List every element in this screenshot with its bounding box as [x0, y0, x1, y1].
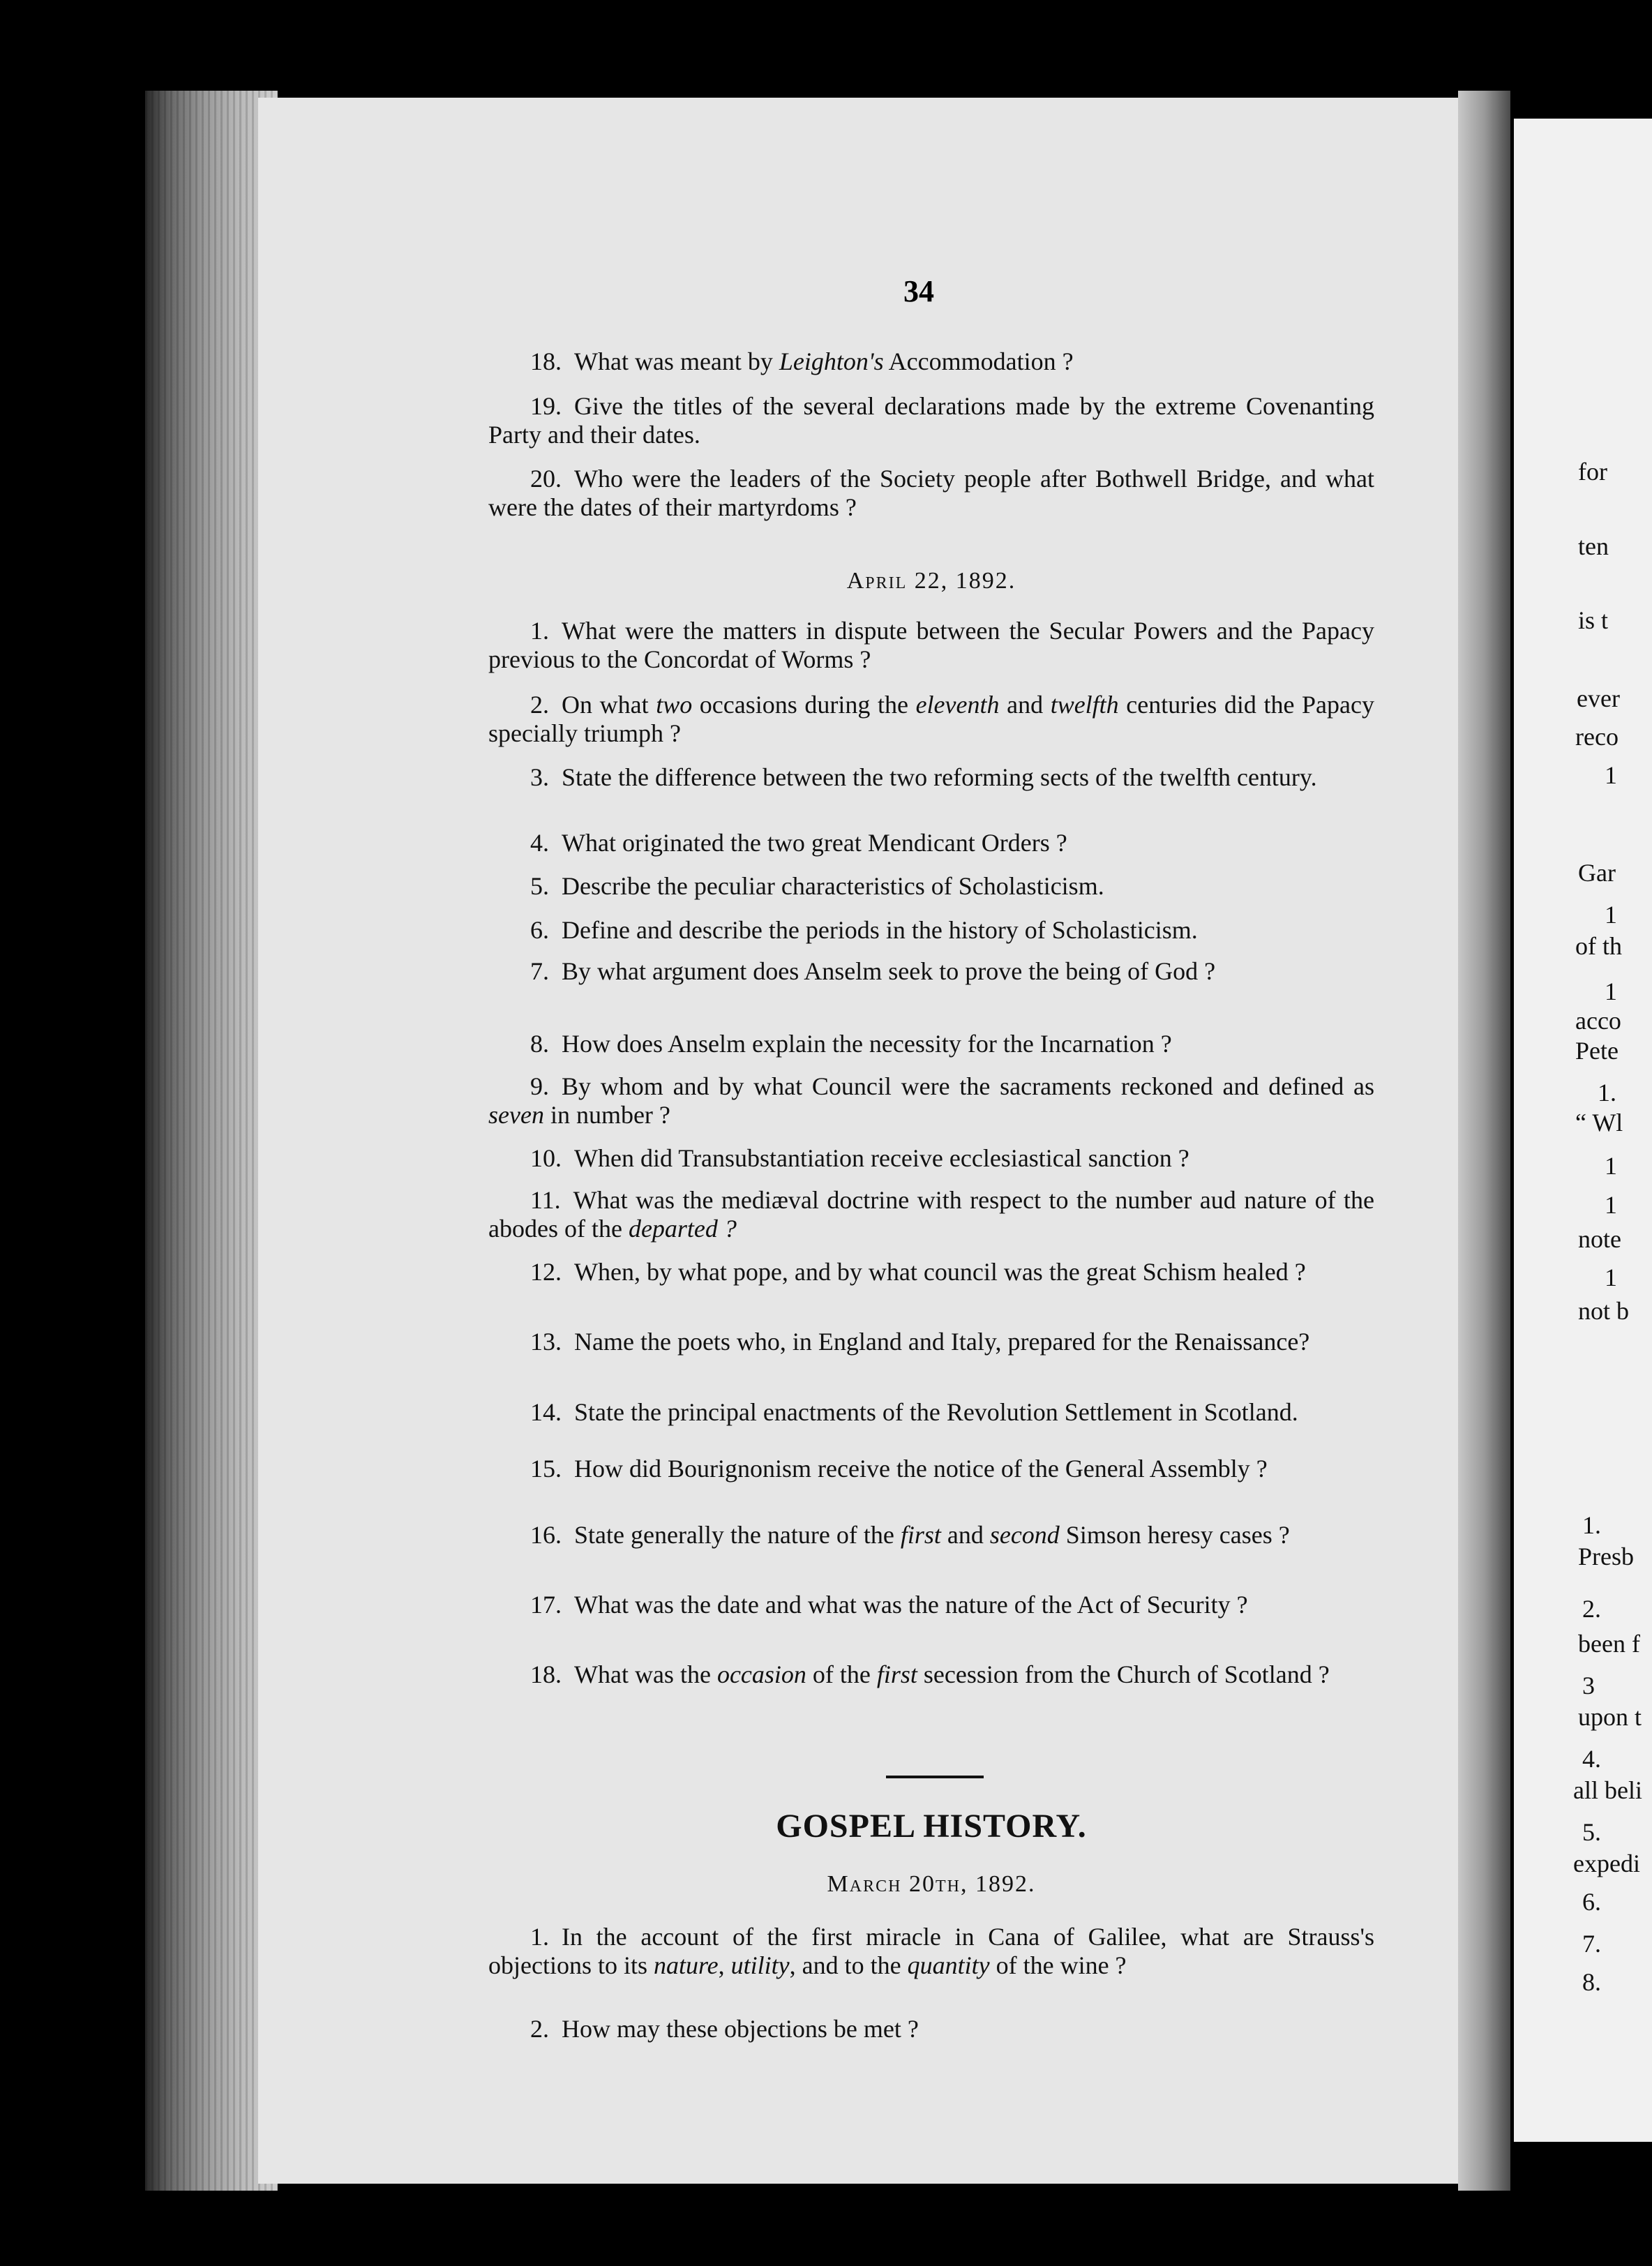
question-number: 1. [530, 617, 549, 645]
right-page-fragment: 3 [1582, 1672, 1595, 1700]
prev-question-3 [488, 465, 1374, 522]
right-page-fragment: note [1578, 1225, 1621, 1253]
question-text: What was meant by Leighton's Accommodation ? [574, 347, 1074, 375]
right-page-fragment: 1. [1598, 1079, 1616, 1106]
question-text: Who were the leaders of the Society people after Bothwell Bridge, and what were the dates of their martyrdoms ? [488, 465, 1374, 521]
book-gutter [1458, 91, 1510, 2191]
right-page-fragment: 4. [1582, 1745, 1601, 1773]
question-number: 8. [530, 1030, 549, 1058]
march-question-1 [488, 1923, 1374, 1980]
question-text: How does Anselm explain the necessity for the Incarnation ? [562, 1030, 1172, 1058]
question-text: State generally the nature of the first and second Simson heresy cases ? [574, 1521, 1290, 1549]
right-page-fragment: all beli [1573, 1776, 1642, 1804]
question-text: How may these objections be met ? [562, 2015, 919, 2043]
question-number: 15. [530, 1455, 562, 1483]
question-text: Give the titles of the several declarations made by the extreme Covenanting Party and their dates. [488, 392, 1374, 449]
april-question-12 [488, 1258, 1374, 1286]
question-text: Define and describe the periods in the history of Scholasticism. [562, 916, 1198, 944]
right-page-fragment: expedi [1573, 1849, 1640, 1877]
april-question-15 [488, 1455, 1374, 1483]
april-question-17 [488, 1591, 1374, 1619]
question-text: By what argument does Anselm seek to prove the being of God ? [562, 957, 1216, 985]
question-number: 10. [530, 1144, 562, 1172]
question-number: 17. [530, 1591, 562, 1619]
right-page-fragment: 7. [1582, 1930, 1601, 1958]
question-number: 2. [530, 2015, 549, 2043]
april-question-1 [488, 617, 1374, 674]
right-page-fragment: Presb [1578, 1543, 1634, 1570]
april-question-4 [488, 829, 1374, 857]
right-page-fragment: upon t [1578, 1703, 1642, 1731]
april-question-3 [488, 763, 1374, 792]
question-number: 7. [530, 957, 549, 985]
question-number: 12. [530, 1258, 562, 1286]
page-number: 34 [903, 274, 934, 308]
right-page-fragment: 1. [1582, 1511, 1601, 1539]
april-question-7 [488, 957, 1374, 986]
right-page-fragment: Gar [1578, 859, 1616, 887]
question-text: Describe the peculiar characteristics of Scholasticism. [562, 872, 1104, 900]
right-page-fragment: been f [1578, 1630, 1640, 1658]
question-text: On what two occasions during the eleventh and twelfth centuries did the Papacy specially triumph ? [488, 691, 1374, 747]
right-page-fragment: “ Wl [1575, 1109, 1623, 1136]
question-text: When, by what pope, and by what council was the great Schism healed ? [574, 1258, 1306, 1286]
question-text: What originated the two great Mendicant Orders ? [562, 829, 1067, 857]
right-page-fragment: 1 [1605, 1152, 1617, 1180]
question-number: 20. [530, 465, 562, 493]
right-page-fragment: acco [1575, 1007, 1621, 1035]
question-number: 14. [530, 1398, 562, 1426]
right-page-fragment: 1 [1605, 1263, 1617, 1291]
question-text: State the difference between the two reforming sects of the twelfth century. [562, 763, 1317, 791]
april-question-9 [488, 1072, 1374, 1130]
question-number: 16. [530, 1521, 562, 1549]
question-text: Name the poets who, in England and Italy, prepared for the Renaissance? [574, 1328, 1310, 1356]
prev-question-2 [488, 392, 1374, 449]
question-number: 9. [530, 1072, 549, 1100]
question-number: 2. [530, 691, 549, 719]
right-page-fragment: reco [1575, 723, 1619, 751]
question-text: What was the occasion of the first secession from the Church of Scotland ? [574, 1660, 1330, 1688]
april-question-14 [488, 1398, 1374, 1427]
prev-question-1 [488, 347, 1374, 376]
question-text: State the principal enactments of the Revolution Settlement in Scotland. [574, 1398, 1298, 1426]
right-page-fragment: 5. [1582, 1818, 1601, 1846]
april-question-8 [488, 1030, 1374, 1058]
question-text: How did Bourignonism receive the notice of the General Assembly ? [574, 1455, 1268, 1483]
date-heading-april: April 22, 1892. [846, 568, 1016, 594]
right-page-fragment: is t [1578, 606, 1609, 634]
april-question-13 [488, 1328, 1374, 1356]
question-number: 18. [530, 1660, 562, 1688]
right-page-fragment: ever [1577, 684, 1620, 712]
april-question-16 [488, 1521, 1374, 1550]
question-number: 19. [530, 392, 562, 420]
question-number: 11. [530, 1186, 561, 1214]
april-question-6 [488, 916, 1374, 945]
question-number: 18. [530, 347, 562, 375]
right-page-fragment: not b [1578, 1297, 1630, 1325]
april-question-18 [488, 1660, 1374, 1689]
question-number: 6. [530, 916, 549, 944]
date-heading-march: March 20th, 1892. [827, 1871, 1036, 1897]
section-title: GOSPEL HISTORY. [776, 1808, 1087, 1845]
question-text: By whom and by what Council were the sacraments reckoned and defined as seven in number ? [488, 1072, 1374, 1129]
april-question-11 [488, 1186, 1374, 1243]
question-text: When did Transubstantiation receive ecclesiastical sanction ? [574, 1144, 1189, 1172]
question-text: What was the date and what was the nature of the Act of Security ? [574, 1591, 1248, 1619]
right-page-fragment: Pete [1575, 1037, 1619, 1065]
question-number: 1. [530, 1923, 549, 1951]
right-page-fragment: 8. [1582, 1968, 1601, 1996]
right-page-fragment: 6. [1582, 1888, 1601, 1916]
april-question-10 [488, 1144, 1374, 1173]
section-divider [886, 1776, 984, 1778]
question-text: What were the matters in dispute between the Secular Powers and the Papacy previous to the Concordat of Worms ? [488, 617, 1374, 673]
question-number: 3. [530, 763, 549, 791]
april-question-2 [488, 691, 1374, 748]
right-page-fragment: for [1578, 458, 1607, 486]
right-page-fragment: 2. [1582, 1595, 1601, 1623]
right-page-fragment: 1 [1605, 977, 1617, 1005]
question-number: 13. [530, 1328, 562, 1356]
right-page-fragment: ten [1578, 532, 1609, 560]
right-page-fragment: 1 [1605, 761, 1617, 789]
march-question-2 [488, 2015, 1374, 2043]
question-number: 5. [530, 872, 549, 900]
right-page-fragment: 1 [1605, 1191, 1617, 1219]
question-text: What was the mediæval doctrine with respect to the number aud nature of the abodes of the departed ? [488, 1186, 1374, 1243]
right-page-fragment: of th [1575, 932, 1622, 960]
right-page-fragment: 1 [1605, 901, 1617, 929]
april-question-5 [488, 872, 1374, 901]
question-text: In the account of the first miracle in Cana of Galilee, what are Strauss's objections to its nature, utility, and to the quantity of the wine ? [488, 1923, 1374, 1979]
question-number: 4. [530, 829, 549, 857]
